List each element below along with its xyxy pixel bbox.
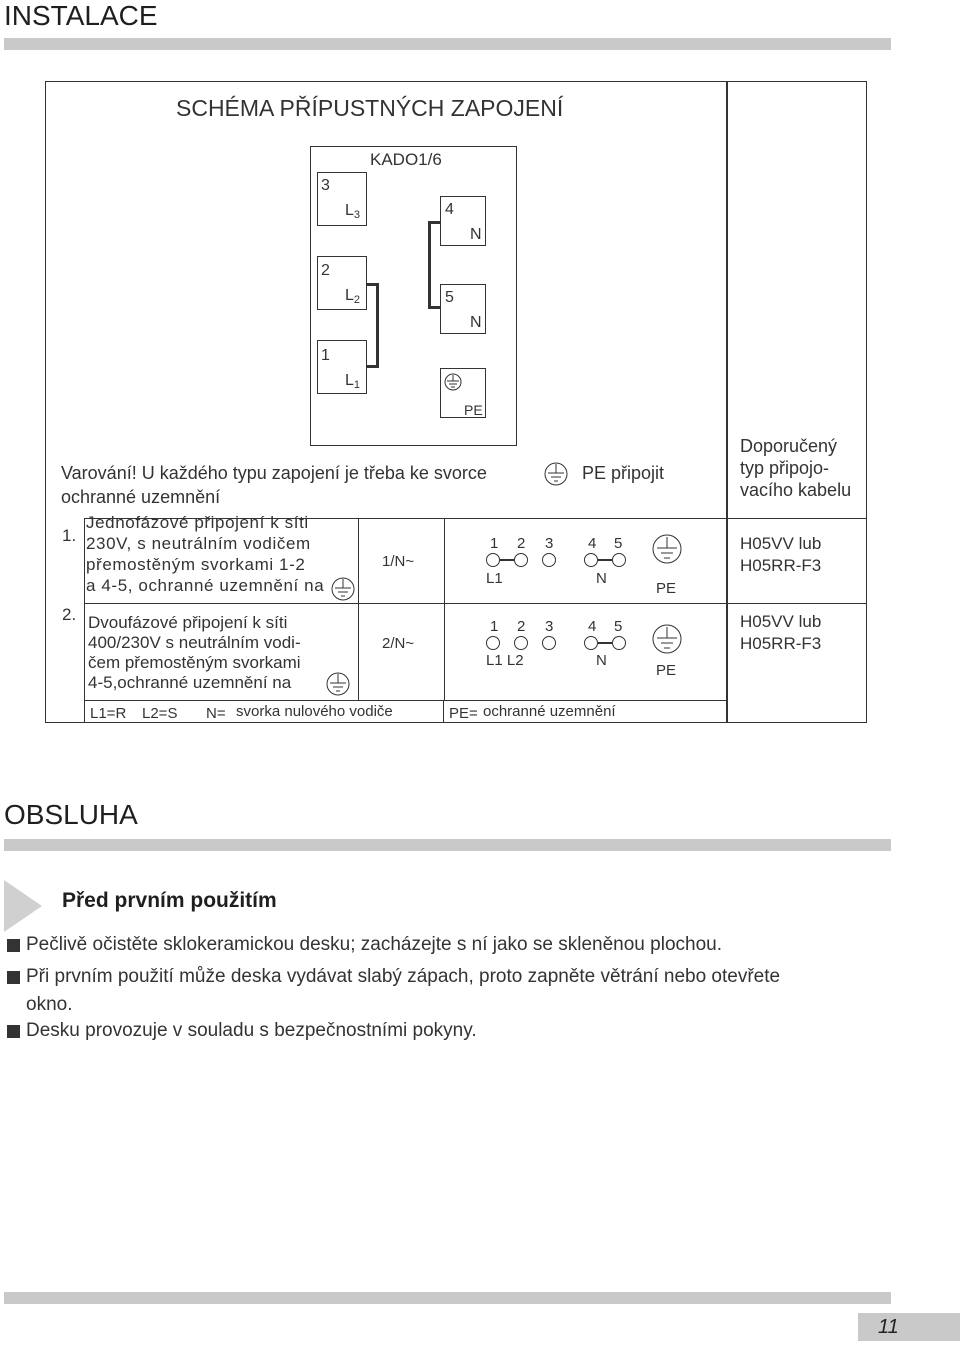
row-1-number: 1. [62,526,77,545]
first-use-heading: Před prvním použitím [62,889,277,912]
legend-l1: L1=R [90,705,127,722]
bullet-2: Při prvním použití může deska vydávat slabý zápach, proto zapněte větrání nebo otevřete [26,966,781,987]
ground-icon [544,462,568,486]
bullet-square-icon [7,971,20,984]
ground-icon [652,624,682,654]
ground-icon [444,373,462,391]
bullet-1: Pečlivě očistěte sklokeramickou desku; zacházejte s ní jako se skleněnou plochou. [26,934,722,955]
installation-title: INSTALACE [4,0,158,31]
row-2-number: 2. [62,605,77,624]
footer-bar [4,1292,891,1304]
row-2-cable: H05VV lub H05RR-F3 [740,612,822,653]
page-number-box [858,1313,960,1341]
operation-title: OBSLUHA [4,799,138,830]
bullet-square-icon [7,1025,20,1038]
legend-pe: PE= [449,705,478,722]
bullet-3: Desku provozuje v souladu s bezpečnostními pokyny. [26,1020,477,1041]
bullet-2-continuation: okno. [26,994,73,1015]
operation-underline-bar [4,839,891,851]
row-1-cable: H05VV lub H05RR-F3 [740,534,822,575]
ground-icon [331,577,355,601]
row-1-mode: 1/N~ [382,553,415,570]
terminal-model: KADO1/6 [370,150,442,169]
legend-n-desc: svorka nulového vodiče [236,703,393,720]
ground-icon [326,672,350,696]
cable-column-header: Doporučený typ připojo- vacího kabelu [740,436,852,500]
legend-n: N= [206,705,226,722]
page-number: 11 [878,1316,899,1338]
row-2-description: Dvoufázové připojení k síti 400/230V s neutrálním vodi- čem přemostěným svorkami 4-5,ochranné uzemnění na [88,613,301,692]
legend-l2: L2=S [142,705,178,722]
row-1-description: Jednofázové připojení k síti 230V, s neutrálním vodičem přemostěným svorkami 1-2 a 4-5, ochranné uzemnění na [86,513,325,595]
terminal-2-label: $L_2$ [345,287,361,306]
diagram-title: SCHÉMA PŘÍPUSTNÝCH ZAPOJENÍ [176,95,564,121]
play-arrow-icon [4,880,44,932]
bullet-square-icon [7,939,20,952]
title-underline-bar [4,38,891,50]
row-2-mode: 2/N~ [382,635,415,652]
ground-icon [652,534,682,564]
legend-pe-desc: ochranné uzemnění [483,703,616,720]
terminal-3-label: $L_3$ [345,202,361,221]
terminal-1-label: $L_1$ [345,372,361,391]
warning-text: Varování! U každého typu zapojení je třeba ke svorce [61,463,487,483]
